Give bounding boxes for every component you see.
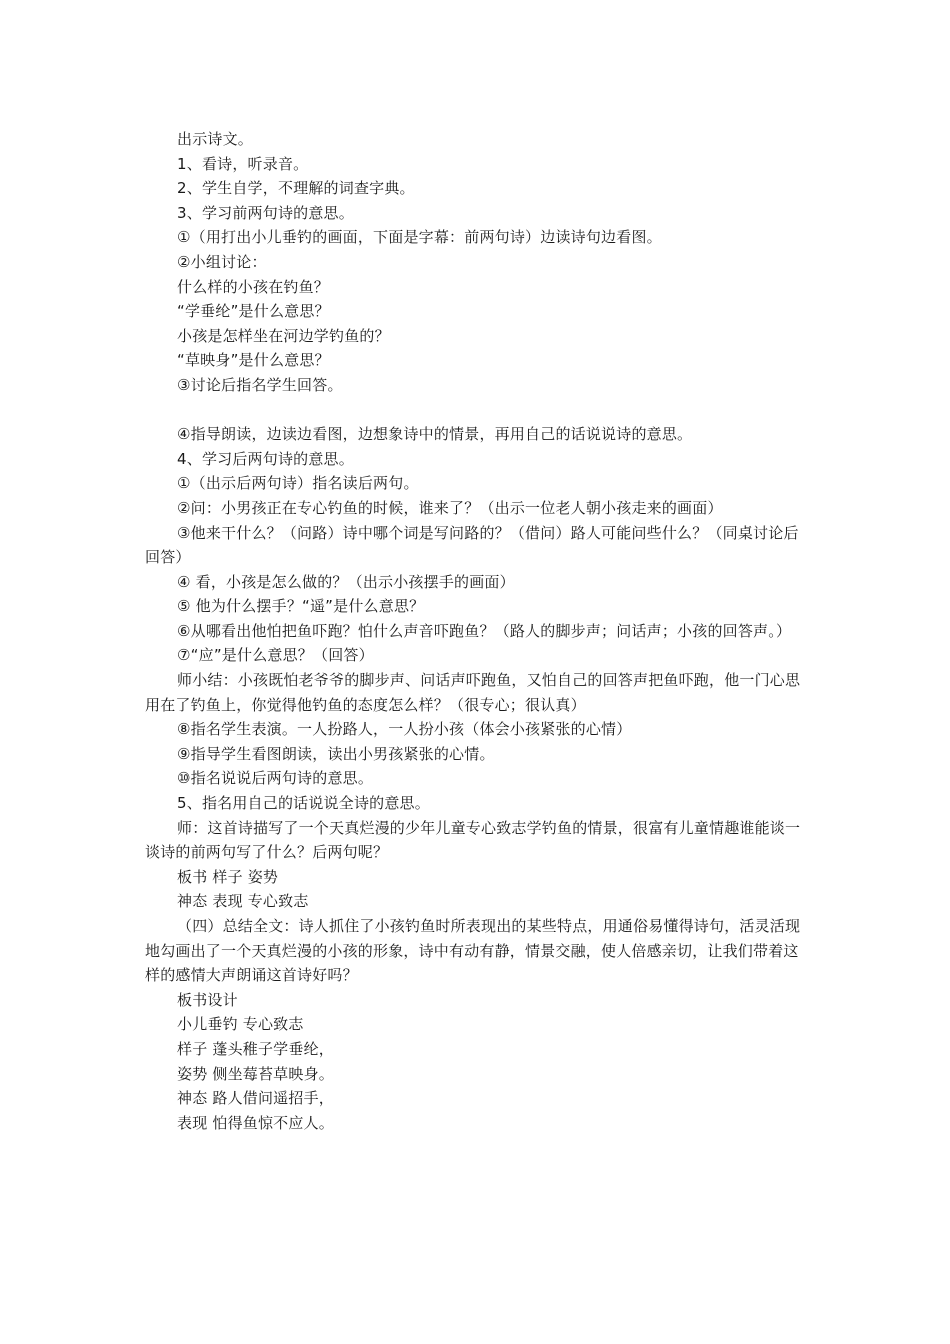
paragraph-board-design-title: 板书设计: [177, 990, 238, 1009]
paragraph-item: ③讨论后指名学生回答。: [177, 375, 343, 394]
paragraph-board: 神态 表现 专心致志: [177, 892, 309, 911]
document-body: [145, 127, 807, 1135]
paragraph-teacher: 师：这首诗描写了一个天真烂漫的少年儿童专心致志学钓鱼的情景，很富有儿童情趣谁能谈一谈诗的前两句写了什么？后两句呢？: [145, 818, 801, 862]
paragraph-step-4: 4、学习后两句诗的意思。: [177, 449, 354, 468]
paragraph-item: ①（用打出小儿垂钓的画面，下面是字幕：前两句诗）边读诗句边看图。: [177, 228, 662, 247]
paragraph-item: ①（出示后两句诗）指名读后两句。: [177, 474, 419, 493]
paragraph-item: ③他来干什么？（问路）诗中哪个词是写问路的？（借问）路人可能问些什么？（同桌讨论后回答）: [145, 523, 799, 567]
paragraph-show-poem: 出示诗文。: [177, 130, 254, 148]
paragraph-question: “学垂纶”是什么意思？: [177, 302, 330, 321]
paragraph-item: ⑨指导学生看图朗读，读出小男孩紧张的心情。: [177, 744, 495, 763]
paragraph-board: 板书 样子 姿势: [177, 867, 279, 886]
paragraph-question: “草映身”是什么意思？: [177, 351, 330, 370]
paragraph-board-design: 表现 怕得鱼惊不应人。: [177, 1113, 334, 1132]
paragraph-summary: 师小结：小孩既怕老爷爷的脚步声、问话声吓跑鱼，又怕自己的回答声把鱼吓跑，他一门心思用在了钓鱼上，你觉得他钓鱼的态度怎么样？（很专心；很认真）: [145, 671, 801, 714]
blank-line: [145, 398, 807, 423]
paragraph-item: ②问：小男孩正在专心钓鱼的时候，谁来了？（出示一位老人朝小孩走来的画面）: [177, 498, 723, 517]
paragraph-question: 什么样的小孩在钓鱼？: [177, 277, 330, 296]
paragraph-item: ⑧指名学生表演。一人扮路人，一人扮小孩（体会小孩紧张的心情）: [177, 720, 632, 739]
paragraph-step-5: 5、指名用自己的话说说全诗的意思。: [177, 794, 430, 813]
paragraph-item: ④指导朗读，边读边看图，边想象诗中的情景，再用自己的话说说诗的意思。: [177, 425, 693, 444]
paragraph-board-design: 小儿垂钓 专心致志: [177, 1015, 304, 1034]
paragraph-item: ⑤ 他为什么摆手？“遥”是什么意思？: [177, 597, 425, 616]
paragraph-item: ②小组讨论：: [177, 252, 267, 271]
paragraph-item: ⑦“应”是什么意思？（回答）: [177, 646, 374, 665]
paragraph-board-design: 样子 蓬头稚子学垂纶，: [177, 1039, 334, 1058]
paragraph-question: 小孩是怎样坐在河边学钓鱼的？: [177, 326, 390, 345]
paragraph-board-design: 姿势 侧坐莓苔草映身。: [177, 1064, 334, 1083]
paragraph-item: ④ 看，小孩是怎么做的？（出示小孩摆手的画面）: [177, 572, 515, 591]
paragraph-step-3: 3、学习前两句诗的意思。: [177, 203, 354, 222]
paragraph-item: ⑥从哪看出他怕把鱼吓跑？怕什么声音吓跑鱼？（路人的脚步声；问话声；小孩的回答声。）: [177, 621, 792, 640]
paragraph-step-1: 1、看诗，听录音。: [177, 154, 309, 173]
paragraph-item: ⑩指名说说后两句诗的意思。: [177, 769, 374, 788]
paragraph-conclusion: （四）总结全文：诗人抓住了小孩钓鱼时所表现出的某些特点，用通俗易懂得诗句，活灵活现地勾画出了一个天真烂漫的小孩的形象，诗中有动有静，情景交融，使人倍感亲切，让我们带着这样的感情大声朗诵这首诗好吗？: [145, 917, 801, 985]
paragraph-step-2: 2、学生自学，不理解的词查字典。: [177, 179, 415, 198]
paragraph-board-design: 神态 路人借问遥招手，: [177, 1089, 334, 1108]
